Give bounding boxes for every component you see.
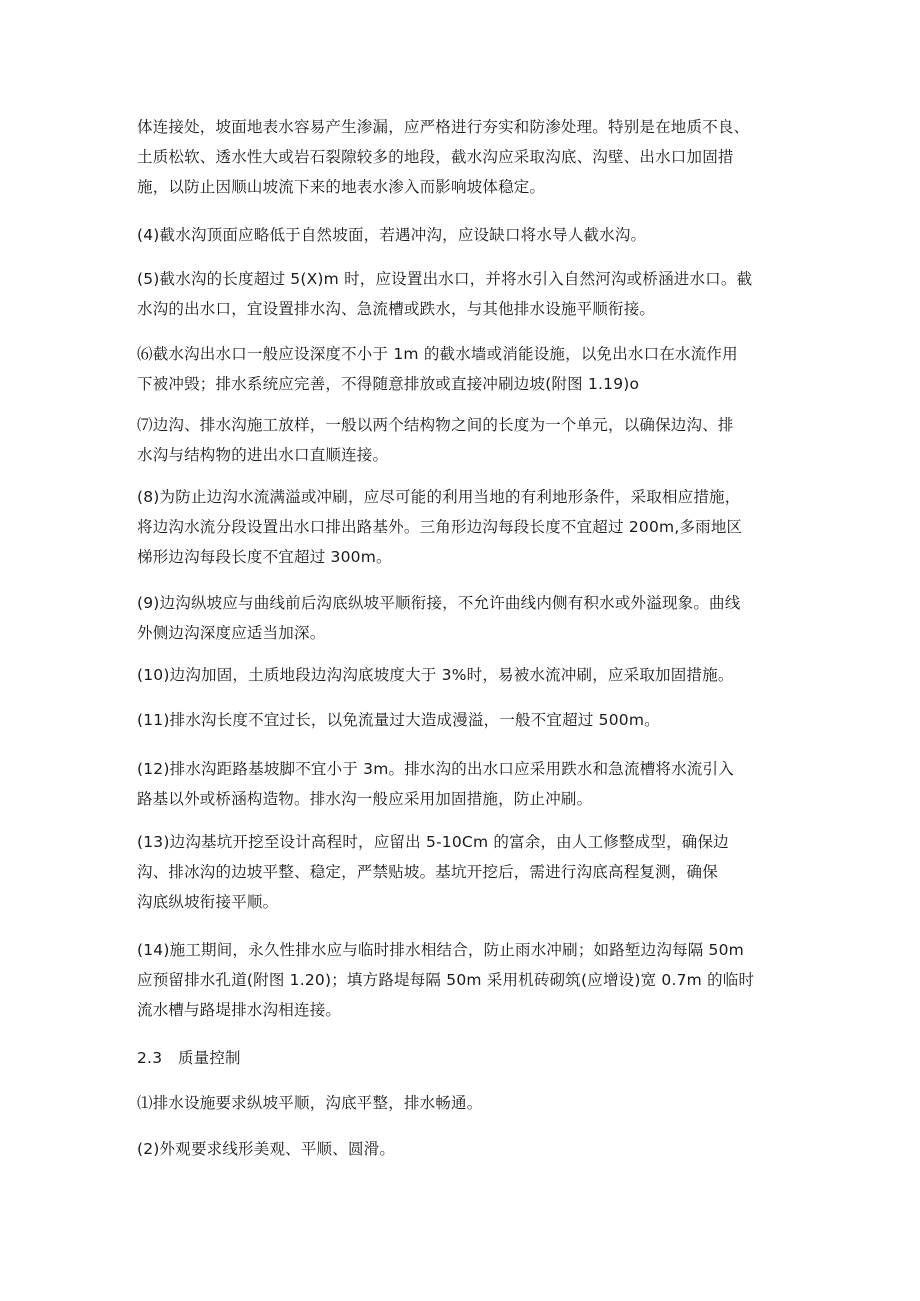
text-line: 将边沟水流分段设置出水口排出路基外。三角形边沟每段长度不宜超过 200m,多雨地区 bbox=[137, 518, 743, 536]
text-line: 施，以防止因顺山坡流下来的地表水渗入而影响坡体稳定。 bbox=[137, 178, 546, 196]
paragraph-item-4 bbox=[137, 220, 797, 250]
text-line: (4)截水沟顶面应略低于自然坡面，若遇冲沟，应设缺口将水导人截水沟。 bbox=[137, 226, 647, 244]
paragraph-item-13 bbox=[137, 827, 797, 917]
text-line: ⑺边沟、排水沟施工放样，一般以两个结构物之间的长度为一个单元，以确保边沟、排 bbox=[137, 416, 734, 434]
paragraph-item-14 bbox=[137, 935, 797, 1025]
text-line: 外侧边沟深度应适当加深。 bbox=[137, 624, 326, 642]
text-line: 水沟的出水口，宜设置排水沟、急流槽或跌水，与其他排水设施平顺衔接。 bbox=[137, 300, 656, 318]
text-line: (11)排水沟长度不宜过长，以免流量过大造成漫溢，一般不宜超过 500m。 bbox=[137, 711, 660, 729]
text-line: (14)施工期间，永久性排水应与临时排水相结合，防止雨水冲刷；如路堑边沟每隔 50m bbox=[137, 941, 744, 959]
text-line: 体连接处，坡面地表水容易产生渗漏，应严格进行夯实和防渗处理。特别是在地质不良、 bbox=[137, 118, 750, 136]
text-line: 下被冲毁；排水系统应完善，不得随意排放或直接冲刷边坡(附图 1.19)o bbox=[137, 375, 640, 393]
section-heading-quality-control bbox=[137, 1043, 797, 1073]
text-line: 路基以外或桥涵构造物。排水沟一般应采用加固措施，防止冲刷。 bbox=[137, 790, 593, 808]
paragraph-quality-2 bbox=[137, 1134, 797, 1164]
text-line: 应预留排水孔道(附图 1.20)；填方路堤每隔 50m 采用机砖砌筑(应增设)宽 0.7m 的临时 bbox=[137, 971, 755, 989]
paragraph-item-12 bbox=[137, 754, 797, 814]
text-line: (5)截水沟的长度超过 5(X)m 时，应设置出水口，并将水引入自然河沟或桥涵进水口。截 bbox=[137, 270, 753, 288]
text-line: 沟、排冰沟的边坡平整、稳定，严禁贴坡。基坑开挖后，需进行沟底高程复测，确保 bbox=[137, 863, 718, 881]
paragraph-slope-seepage bbox=[137, 112, 797, 202]
text-line: 土质松软、透水性大或岩石裂隙较多的地段，截水沟应采取沟底、沟壁、出水口加固措 bbox=[137, 148, 734, 166]
paragraph-item-6 bbox=[137, 339, 797, 399]
paragraph-item-8 bbox=[137, 482, 797, 572]
paragraph-item-10 bbox=[137, 660, 797, 690]
text-line: 梯形边沟每段长度不宜超过 300m。 bbox=[137, 548, 392, 566]
heading-text: 2.3 质量控制 bbox=[137, 1049, 241, 1067]
paragraph-item-11 bbox=[137, 705, 797, 735]
text-line: (2)外观要求线形美观、平顺、圆滑。 bbox=[137, 1140, 396, 1158]
text-line: (10)边沟加固，土质地段边沟沟底坡度大于 3%时，易被水流冲刷，应采取加固措施。 bbox=[137, 666, 734, 684]
text-line: (8)为防止边沟水流满溢或冲刷，应尽可能的利用当地的有利地形条件，采取相应措施， bbox=[137, 488, 741, 506]
text-line: (12)排水沟距路基坡脚不宜小于 3m。排水沟的出水口应采用跌水和急流槽将水流引入 bbox=[137, 760, 734, 778]
paragraph-item-9 bbox=[137, 588, 797, 648]
paragraph-item-5 bbox=[137, 264, 797, 324]
text-line: (9)边沟纵坡应与曲线前后沟底纵坡平顺衔接，不允许曲线内侧有积水或外溢现象。曲线 bbox=[137, 594, 741, 612]
paragraph-item-7 bbox=[137, 410, 797, 470]
text-line: (13)边沟基坑开挖至设计高程时，应留出 5-10Cm 的富余，由人工修整成型，确保边 bbox=[137, 833, 729, 851]
text-line: ⑴排水设施要求纵坡平顺，沟底平整，排水畅通。 bbox=[137, 1094, 483, 1112]
text-line: ⑹截水沟出水口一般应设深度不小于 1m 的截水墙或消能设施，以免出水口在水流作用 bbox=[137, 345, 738, 363]
paragraph-quality-1 bbox=[137, 1088, 797, 1118]
text-line: 沟底纵坡衔接平顺。 bbox=[137, 893, 279, 911]
text-line: 流水槽与路堤排水沟相连接。 bbox=[137, 1001, 342, 1019]
text-line: 水沟与结构物的进出水口直顺连接。 bbox=[137, 446, 389, 464]
